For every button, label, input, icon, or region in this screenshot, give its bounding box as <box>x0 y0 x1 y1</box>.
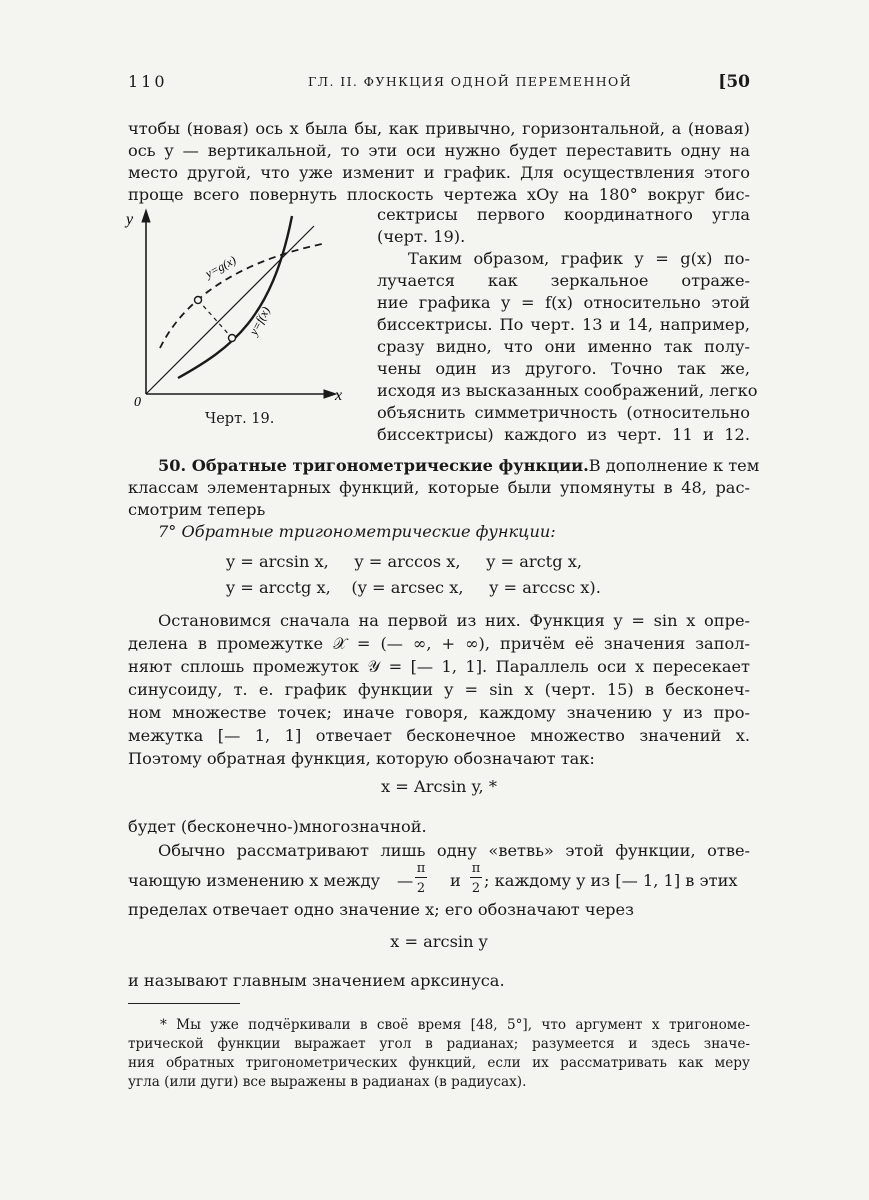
point-g <box>195 297 202 304</box>
footnote-line: ния обратных тригонометрических функций, если их рассматривать как меру <box>128 1055 750 1071</box>
text-line: чтобы (новая) ось x была бы, как привычно, горизонтальной, а (новая) <box>128 119 750 138</box>
text-line: синусоиду, т. е. график функции y = sin x (черт. 15) в бесконеч- <box>128 680 750 699</box>
text-line: объяснить симметричность (относительно <box>377 403 750 422</box>
text-line: биссектрисы) каждого из черт. 11 и 12. <box>377 425 750 444</box>
curve-f-label: y=f(x) <box>246 304 273 338</box>
text-line: Таким образом, график y = g(x) по- <box>408 249 750 268</box>
text-line: ось y — вертикальной, то эти оси нужно будет переставить одну на <box>128 141 750 160</box>
footnote-line: * Мы уже подчёркивали в своё время [48, 5°], что аргумент x тригономе- <box>160 1017 750 1033</box>
reflection-segment <box>198 300 232 338</box>
point-f <box>229 335 236 342</box>
text-line: няют сплошь промежуток 𝒴 = [— 1, 1]. Параллель оси x пересекает <box>128 657 750 676</box>
text-line: межутка [— 1, 1] отвечает бесконечное множество значений x. <box>128 726 750 745</box>
footnote-rule <box>128 1003 240 1004</box>
y-label: y <box>126 211 134 228</box>
footnote-line: угла (или дуги) все выражены в радианах (в радиусах). <box>128 1074 527 1090</box>
text-line: биссектрисы. По черт. 13 и 14, например, <box>377 315 750 334</box>
subsection-title: 7° Обратные тригонометрические функции: <box>158 522 556 541</box>
formula-row-1: y = arcsin x, y = arccos x, y = arctg x, <box>226 552 582 571</box>
y-arrow <box>142 210 150 222</box>
section-intro: В дополнение к тем <box>588 456 760 475</box>
bisector-line <box>146 226 314 394</box>
text-fragment: чающую изменению x между <box>128 871 381 890</box>
formula-row-2: y = arcctg x, (y = arcsec x, y = arccsc x). <box>226 578 601 597</box>
text-line: пределах отвечает одно значение x; его обозначают через <box>128 900 634 919</box>
text-line: сектрисы первого координатного угла <box>377 205 750 224</box>
text-line: делена в промежутке 𝒳 = (— ∞, + ∞), причём её значения запол- <box>128 634 750 653</box>
text-fragment: ; каждому y из [— 1, 1] в этих <box>484 871 738 890</box>
text-line: место другой, что уже изменит и график. Для осуществления этого <box>128 163 750 182</box>
text-line: проще всего повернуть плоскость чертежа xOy на 180° вокруг бис- <box>128 185 750 204</box>
text-line: сразу видно, что они именно так полу- <box>377 337 750 356</box>
section-title: 50. Обратные тригонометрические функции. <box>158 456 589 475</box>
text-line: (черт. 19). <box>377 227 466 246</box>
text-line: Обычно рассматривают лишь одну «ветвь» этой функции, отве- <box>158 841 750 860</box>
text-line: ном множестве точек; иначе говоря, каждому значению y из про- <box>128 703 750 722</box>
text-line: и называют главным значением арксинуса. <box>128 971 505 990</box>
formula-Arcsin: x = Arcsin y, * <box>381 777 497 796</box>
section-heading-line <box>158 455 760 477</box>
text-line: исходя из высказанных соображений, легко <box>377 381 758 400</box>
text-line: смотрим теперь <box>128 500 266 519</box>
x-label: x <box>335 387 343 404</box>
fraction-denominator: 2 <box>416 881 426 896</box>
curve-g-label: y=g(x) <box>202 252 239 281</box>
text-line: Поэтому обратная функция, которую обозначают так: <box>128 749 595 768</box>
chapter-title: ГЛ. II. ФУНКЦИЯ ОДНОЙ ПЕРЕМЕННОЙ <box>308 74 632 89</box>
formula-arcsin: x = arcsin y <box>390 932 488 951</box>
fraction-numerator: π <box>416 861 426 876</box>
page-number: 110 <box>128 72 168 91</box>
origin-label: 0 <box>134 395 141 408</box>
text-line: классам элементарных функций, которые были упомянуты в 48, рас- <box>128 478 750 497</box>
and-word: и <box>450 871 461 890</box>
footnote-line: трической функции выражает угол в радианах; разумеется и здесь значе- <box>128 1036 750 1052</box>
figure-19 <box>122 208 352 408</box>
text-line: Остановимся сначала на первой из них. Функция y = sin x опре- <box>158 611 750 630</box>
minus-sign: — <box>397 871 414 890</box>
fraction-numerator: π <box>471 861 481 876</box>
text-line: будет (бесконечно-)многозначной. <box>128 817 427 836</box>
text-line: ние графика y = f(x) относительно этой <box>377 293 750 312</box>
section-marker: [50 <box>718 72 750 92</box>
running-header <box>128 72 750 94</box>
text-line: чены один из другого. Точно так же, <box>377 359 750 378</box>
fraction-denominator: 2 <box>471 881 481 896</box>
text-line: лучается как зеркальное отраже- <box>377 271 750 290</box>
figure-caption: Черт. 19. <box>205 411 275 427</box>
pi-line <box>128 861 750 896</box>
